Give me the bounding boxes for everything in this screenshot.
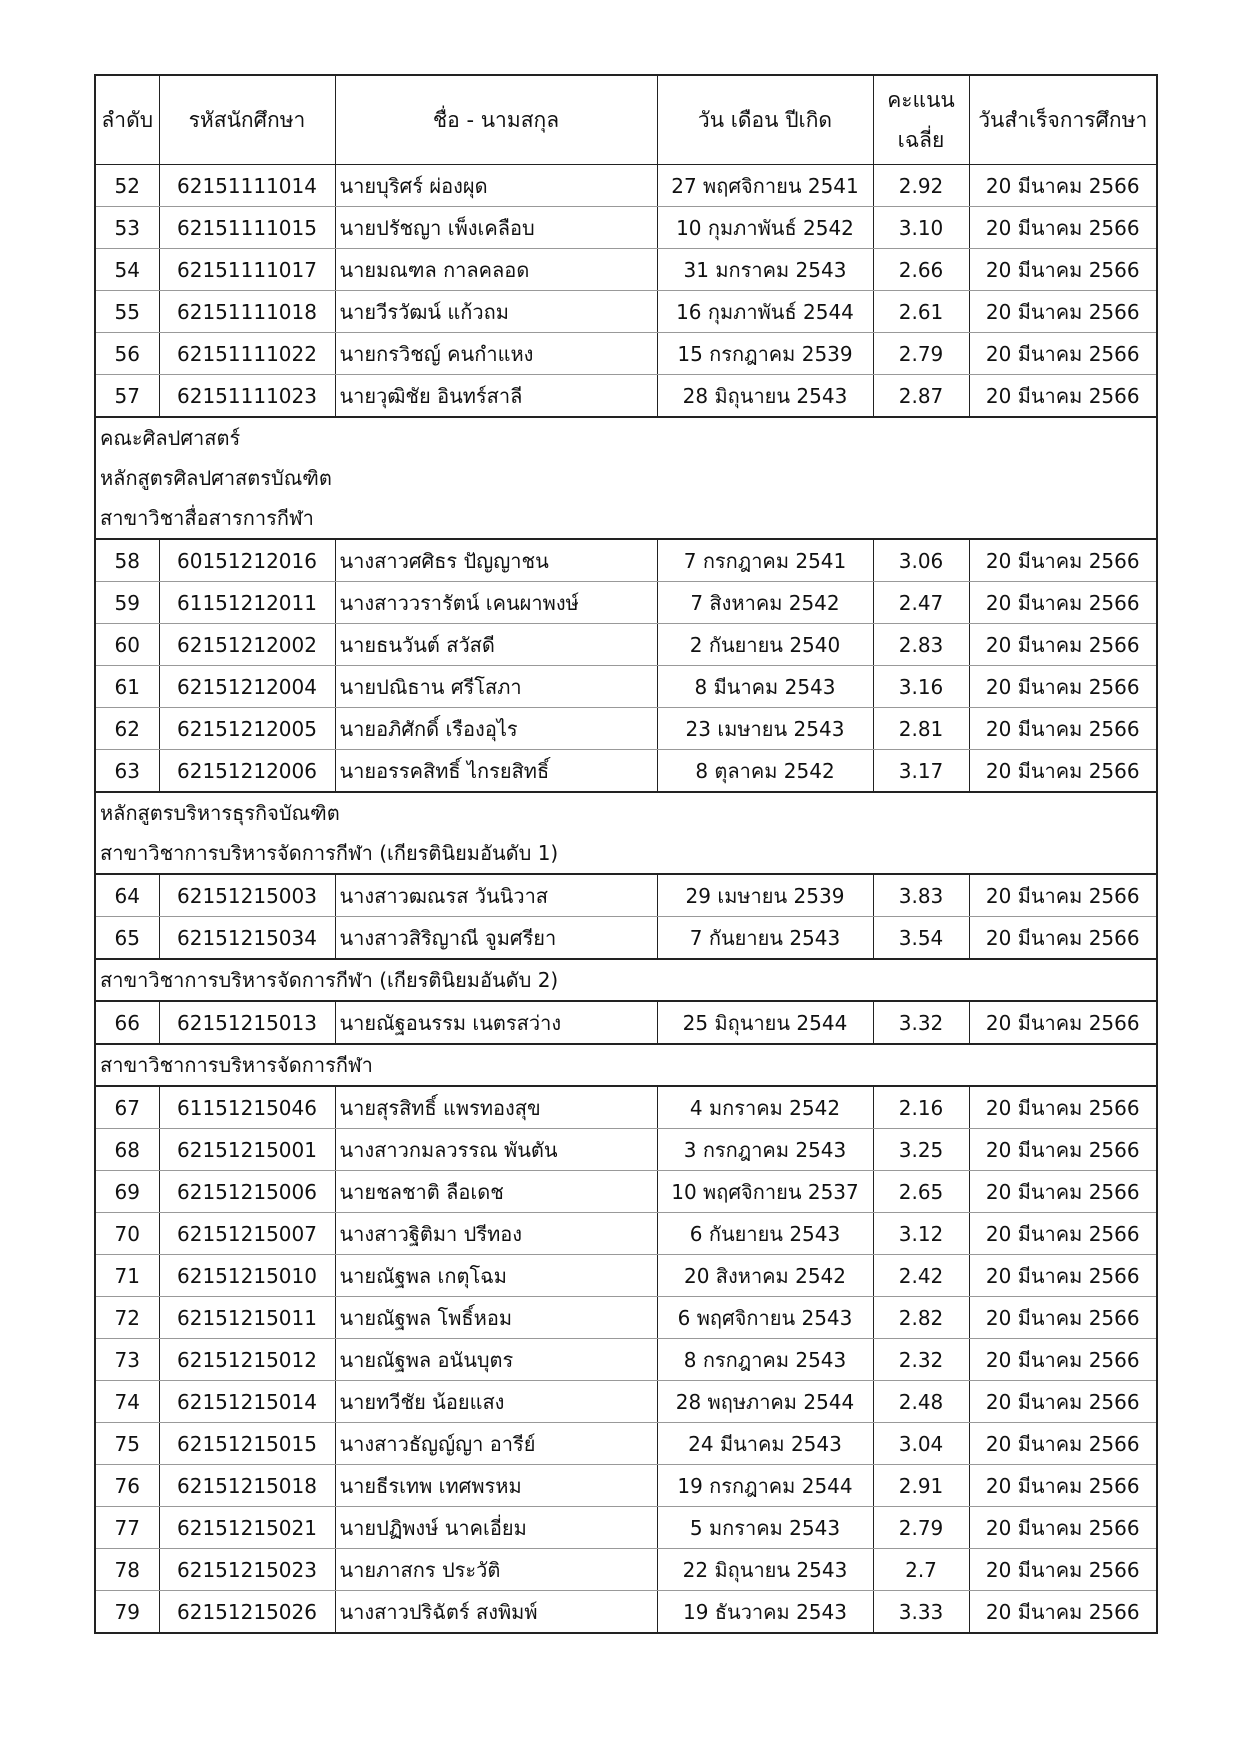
cell-grad-date: 20 มีนาคม 2566: [969, 1465, 1157, 1507]
cell-gpa: 2.47: [873, 582, 969, 624]
table-row: [95, 1381, 1157, 1423]
cell-no: 59: [95, 582, 159, 624]
cell-name: นายณัฐพล โพธิ์หอม: [335, 1297, 657, 1339]
table-row: [95, 917, 1157, 960]
table-row: [95, 1423, 1157, 1465]
cell-grad-date: 20 มีนาคม 2566: [969, 1591, 1157, 1634]
cell-gpa: 2.91: [873, 1465, 969, 1507]
cell-gpa: 3.06: [873, 539, 969, 582]
cell-student-id: 62151215021: [159, 1507, 335, 1549]
table-row: [95, 582, 1157, 624]
cell-name: นายณัฐอนรรม เนตรสว่าง: [335, 1001, 657, 1044]
cell-name: นายธีรเทพ เทศพรหม: [335, 1465, 657, 1507]
cell-gpa: 2.61: [873, 291, 969, 333]
cell-grad-date: 20 มีนาคม 2566: [969, 917, 1157, 960]
cell-student-id: 62151215034: [159, 917, 335, 960]
cell-name: นายกรวิชญ์ คนกำแหง: [335, 333, 657, 375]
cell-grad-date: 20 มีนาคม 2566: [969, 1381, 1157, 1423]
cell-gpa: 3.25: [873, 1129, 969, 1171]
cell-grad-date: 20 มีนาคม 2566: [969, 1213, 1157, 1255]
cell-name: นายปรัชญา เพ็งเคลือบ: [335, 207, 657, 249]
cell-student-id: 62151215013: [159, 1001, 335, 1044]
table-row: [95, 333, 1157, 375]
cell-gpa: 3.83: [873, 874, 969, 917]
section-heading-row: [95, 458, 1157, 498]
cell-name: นางสาวธัญญ์ญา อารีย์: [335, 1423, 657, 1465]
cell-gpa: 2.79: [873, 333, 969, 375]
cell-student-id: 62151215012: [159, 1339, 335, 1381]
cell-grad-date: 20 มีนาคม 2566: [969, 582, 1157, 624]
cell-grad-date: 20 มีนาคม 2566: [969, 1339, 1157, 1381]
cell-gpa: 2.32: [873, 1339, 969, 1381]
section-heading: หลักสูตรบริหารธุรกิจบัณฑิต: [95, 792, 1157, 833]
section-heading-row: [95, 833, 1157, 874]
cell-no: 64: [95, 874, 159, 917]
section-heading: สาขาวิชาการบริหารจัดการกีฬา: [95, 1044, 1157, 1086]
cell-student-id: 62151111022: [159, 333, 335, 375]
cell-no: 73: [95, 1339, 159, 1381]
cell-grad-date: 20 มีนาคม 2566: [969, 291, 1157, 333]
cell-name: นายวุฒิชัย อินทร์สาลี: [335, 375, 657, 418]
table-row: [95, 249, 1157, 291]
table-row: [95, 1591, 1157, 1634]
cell-dob: 7 สิงหาคม 2542: [657, 582, 873, 624]
cell-dob: 3 กรกฎาคม 2543: [657, 1129, 873, 1171]
cell-dob: 6 กันยายน 2543: [657, 1213, 873, 1255]
cell-student-id: 62151215011: [159, 1297, 335, 1339]
cell-name: นายอภิศักดิ์ เรืองอุไร: [335, 708, 657, 750]
header-gpa: [873, 75, 969, 165]
cell-grad-date: 20 มีนาคม 2566: [969, 375, 1157, 418]
cell-gpa: 3.04: [873, 1423, 969, 1465]
cell-student-id: 62151215018: [159, 1465, 335, 1507]
cell-dob: 5 มกราคม 2543: [657, 1507, 873, 1549]
header-gpa-line1: คะแนน: [887, 88, 955, 112]
cell-name: นางสาวกมลวรรณ พันตัน: [335, 1129, 657, 1171]
cell-name: นางสาวปริฉัตร์ สงพิมพ์: [335, 1591, 657, 1634]
cell-gpa: 3.16: [873, 666, 969, 708]
cell-no: 65: [95, 917, 159, 960]
cell-dob: 10 กุมภาพันธ์ 2542: [657, 207, 873, 249]
cell-dob: 19 ธันวาคม 2543: [657, 1591, 873, 1634]
table-row: [95, 1213, 1157, 1255]
cell-name: นายธนวันต์ สวัสดี: [335, 624, 657, 666]
cell-dob: 10 พฤศจิกายน 2537: [657, 1171, 873, 1213]
table-row: [95, 1507, 1157, 1549]
section-heading: สาขาวิชาการบริหารจัดการกีฬา (เกียรตินิยมอันดับ 1): [95, 833, 1157, 874]
cell-student-id: 61151212011: [159, 582, 335, 624]
cell-grad-date: 20 มีนาคม 2566: [969, 666, 1157, 708]
cell-grad-date: 20 มีนาคม 2566: [969, 874, 1157, 917]
section-heading-row: [95, 959, 1157, 1001]
cell-dob: 28 พฤษภาคม 2544: [657, 1381, 873, 1423]
cell-gpa: 2.42: [873, 1255, 969, 1297]
cell-grad-date: 20 มีนาคม 2566: [969, 207, 1157, 249]
cell-no: 75: [95, 1423, 159, 1465]
section-heading-row: [95, 1044, 1157, 1086]
cell-dob: 15 กรกฎาคม 2539: [657, 333, 873, 375]
table-row: [95, 291, 1157, 333]
cell-name: นายบุริศร์ ผ่องผุด: [335, 165, 657, 207]
table-row: [95, 1465, 1157, 1507]
cell-student-id: 62151215006: [159, 1171, 335, 1213]
cell-no: 79: [95, 1591, 159, 1634]
cell-no: 63: [95, 750, 159, 793]
cell-gpa: 3.33: [873, 1591, 969, 1634]
cell-no: 56: [95, 333, 159, 375]
cell-name: นายชลชาติ ลือเดช: [335, 1171, 657, 1213]
cell-grad-date: 20 มีนาคม 2566: [969, 1001, 1157, 1044]
cell-no: 70: [95, 1213, 159, 1255]
cell-student-id: 62151111018: [159, 291, 335, 333]
header-student-id: รหัสนักศึกษา: [159, 75, 335, 165]
cell-student-id: 62151215015: [159, 1423, 335, 1465]
cell-grad-date: 20 มีนาคม 2566: [969, 1171, 1157, 1213]
table-row: [95, 1339, 1157, 1381]
cell-dob: 19 กรกฎาคม 2544: [657, 1465, 873, 1507]
cell-name: นายปณิธาน ศรีโสภา: [335, 666, 657, 708]
header-dob: วัน เดือน ปีเกิด: [657, 75, 873, 165]
section-heading: สาขาวิชาการบริหารจัดการกีฬา (เกียรตินิยมอันดับ 2): [95, 959, 1157, 1001]
cell-dob: 8 กรกฎาคม 2543: [657, 1339, 873, 1381]
cell-student-id: 62151212004: [159, 666, 335, 708]
table-row: [95, 375, 1157, 418]
cell-student-id: 62151215026: [159, 1591, 335, 1634]
cell-student-id: 62151212006: [159, 750, 335, 793]
cell-no: 78: [95, 1549, 159, 1591]
cell-grad-date: 20 มีนาคม 2566: [969, 1129, 1157, 1171]
table-row: [95, 1171, 1157, 1213]
cell-dob: 24 มีนาคม 2543: [657, 1423, 873, 1465]
section-heading: หลักสูตรศิลปศาสตรบัณฑิต: [95, 458, 1157, 498]
cell-student-id: 62151111023: [159, 375, 335, 418]
table-header: [95, 75, 1157, 165]
cell-grad-date: 20 มีนาคม 2566: [969, 750, 1157, 793]
table-row: [95, 874, 1157, 917]
cell-grad-date: 20 มีนาคม 2566: [969, 165, 1157, 207]
cell-gpa: 2.82: [873, 1297, 969, 1339]
cell-dob: 20 สิงหาคม 2542: [657, 1255, 873, 1297]
cell-dob: 2 กันยายน 2540: [657, 624, 873, 666]
table-row: [95, 750, 1157, 793]
cell-student-id: 60151212016: [159, 539, 335, 582]
cell-name: นางสาวฐิติมา ปรีทอง: [335, 1213, 657, 1255]
cell-no: 52: [95, 165, 159, 207]
cell-no: 68: [95, 1129, 159, 1171]
header-gpa-line2: เฉลี่ย: [897, 128, 945, 152]
cell-grad-date: 20 มีนาคม 2566: [969, 1297, 1157, 1339]
cell-no: 54: [95, 249, 159, 291]
cell-gpa: 3.17: [873, 750, 969, 793]
section-heading-row: [95, 498, 1157, 539]
table-row: [95, 165, 1157, 207]
cell-gpa: 2.79: [873, 1507, 969, 1549]
cell-no: 76: [95, 1465, 159, 1507]
cell-dob: 25 มิถุนายน 2544: [657, 1001, 873, 1044]
table-row: [95, 708, 1157, 750]
cell-gpa: 2.66: [873, 249, 969, 291]
cell-student-id: 62151111015: [159, 207, 335, 249]
cell-student-id: 62151215003: [159, 874, 335, 917]
cell-gpa: 2.83: [873, 624, 969, 666]
table-row: [95, 1001, 1157, 1044]
header-name: ชื่อ - นามสกุล: [335, 75, 657, 165]
table-row: [95, 1255, 1157, 1297]
cell-name: นางสาวศศิธร ปัญญาชน: [335, 539, 657, 582]
cell-student-id: 62151215007: [159, 1213, 335, 1255]
cell-no: 62: [95, 708, 159, 750]
cell-student-id: 62151215014: [159, 1381, 335, 1423]
cell-name: นายทวีชัย น้อยแสง: [335, 1381, 657, 1423]
cell-grad-date: 20 มีนาคม 2566: [969, 708, 1157, 750]
cell-dob: 31 มกราคม 2543: [657, 249, 873, 291]
cell-no: 55: [95, 291, 159, 333]
cell-dob: 4 มกราคม 2542: [657, 1086, 873, 1129]
table-row: [95, 207, 1157, 249]
graduate-table: [94, 74, 1158, 1634]
cell-grad-date: 20 มีนาคม 2566: [969, 1549, 1157, 1591]
cell-student-id: 62151215001: [159, 1129, 335, 1171]
cell-gpa: 2.81: [873, 708, 969, 750]
cell-no: 61: [95, 666, 159, 708]
cell-gpa: 2.92: [873, 165, 969, 207]
cell-name: นายภาสกร ประวัติ: [335, 1549, 657, 1591]
cell-no: 77: [95, 1507, 159, 1549]
cell-name: นายณัฐพล เกตุโฉม: [335, 1255, 657, 1297]
cell-dob: 8 มีนาคม 2543: [657, 666, 873, 708]
cell-no: 58: [95, 539, 159, 582]
table-row: [95, 1129, 1157, 1171]
cell-grad-date: 20 มีนาคม 2566: [969, 1255, 1157, 1297]
cell-no: 66: [95, 1001, 159, 1044]
cell-dob: 27 พฤศจิกายน 2541: [657, 165, 873, 207]
cell-dob: 28 มิถุนายน 2543: [657, 375, 873, 418]
cell-gpa: 2.16: [873, 1086, 969, 1129]
cell-dob: 6 พฤศจิกายน 2543: [657, 1297, 873, 1339]
cell-dob: 22 มิถุนายน 2543: [657, 1549, 873, 1591]
cell-dob: 23 เมษายน 2543: [657, 708, 873, 750]
cell-student-id: 62151111017: [159, 249, 335, 291]
header-no: ลำดับ: [95, 75, 159, 165]
cell-grad-date: 20 มีนาคม 2566: [969, 1423, 1157, 1465]
table-row: [95, 1297, 1157, 1339]
cell-name: นายอรรคสิทธิ์ ไกรยสิทธิ์: [335, 750, 657, 793]
cell-gpa: 3.12: [873, 1213, 969, 1255]
cell-dob: 7 กรกฎาคม 2541: [657, 539, 873, 582]
table-row: [95, 666, 1157, 708]
section-heading-row: [95, 417, 1157, 458]
cell-student-id: 62151215023: [159, 1549, 335, 1591]
cell-name: นายปฏิพงษ์ นาคเอี่ยม: [335, 1507, 657, 1549]
cell-student-id: 62151111014: [159, 165, 335, 207]
cell-name: นางสาวสิริญาณี จูมศรียา: [335, 917, 657, 960]
cell-name: นายสุรสิทธิ์ แพรทองสุข: [335, 1086, 657, 1129]
cell-dob: 8 ตุลาคม 2542: [657, 750, 873, 793]
cell-grad-date: 20 มีนาคม 2566: [969, 1086, 1157, 1129]
cell-no: 69: [95, 1171, 159, 1213]
cell-name: นางสาวฒณรส วันนิวาส: [335, 874, 657, 917]
table-row: [95, 624, 1157, 666]
cell-name: นายวีรวัฒน์ แก้วถม: [335, 291, 657, 333]
cell-dob: 16 กุมภาพันธ์ 2544: [657, 291, 873, 333]
cell-student-id: 62151212005: [159, 708, 335, 750]
cell-no: 72: [95, 1297, 159, 1339]
cell-gpa: 2.7: [873, 1549, 969, 1591]
cell-grad-date: 20 มีนาคม 2566: [969, 1507, 1157, 1549]
cell-name: นายณัฐพล อนันบุตร: [335, 1339, 657, 1381]
cell-name: นายมณฑล กาลคลอด: [335, 249, 657, 291]
cell-dob: 29 เมษายน 2539: [657, 874, 873, 917]
table-row: [95, 1549, 1157, 1591]
cell-name: นางสาววรารัตน์ เคนผาพงษ์: [335, 582, 657, 624]
cell-gpa: 2.48: [873, 1381, 969, 1423]
cell-student-id: 61151215046: [159, 1086, 335, 1129]
cell-grad-date: 20 มีนาคม 2566: [969, 333, 1157, 375]
table-row: [95, 539, 1157, 582]
section-heading: คณะศิลปศาสตร์: [95, 417, 1157, 458]
table-body: [95, 165, 1157, 1634]
cell-student-id: 62151212002: [159, 624, 335, 666]
graduate-list-page: [94, 74, 1156, 1634]
cell-grad-date: 20 มีนาคม 2566: [969, 249, 1157, 291]
table-row: [95, 1086, 1157, 1129]
section-heading-row: [95, 792, 1157, 833]
cell-no: 71: [95, 1255, 159, 1297]
cell-no: 74: [95, 1381, 159, 1423]
cell-gpa: 3.10: [873, 207, 969, 249]
cell-gpa: 2.65: [873, 1171, 969, 1213]
header-grad-date: วันสำเร็จการศึกษา: [969, 75, 1157, 165]
cell-gpa: 3.32: [873, 1001, 969, 1044]
cell-no: 53: [95, 207, 159, 249]
cell-grad-date: 20 มีนาคม 2566: [969, 624, 1157, 666]
cell-no: 60: [95, 624, 159, 666]
cell-student-id: 62151215010: [159, 1255, 335, 1297]
cell-no: 57: [95, 375, 159, 418]
section-heading: สาขาวิชาสื่อสารการกีฬา: [95, 498, 1157, 539]
cell-gpa: 3.54: [873, 917, 969, 960]
cell-grad-date: 20 มีนาคม 2566: [969, 539, 1157, 582]
cell-gpa: 2.87: [873, 375, 969, 418]
cell-no: 67: [95, 1086, 159, 1129]
cell-dob: 7 กันยายน 2543: [657, 917, 873, 960]
